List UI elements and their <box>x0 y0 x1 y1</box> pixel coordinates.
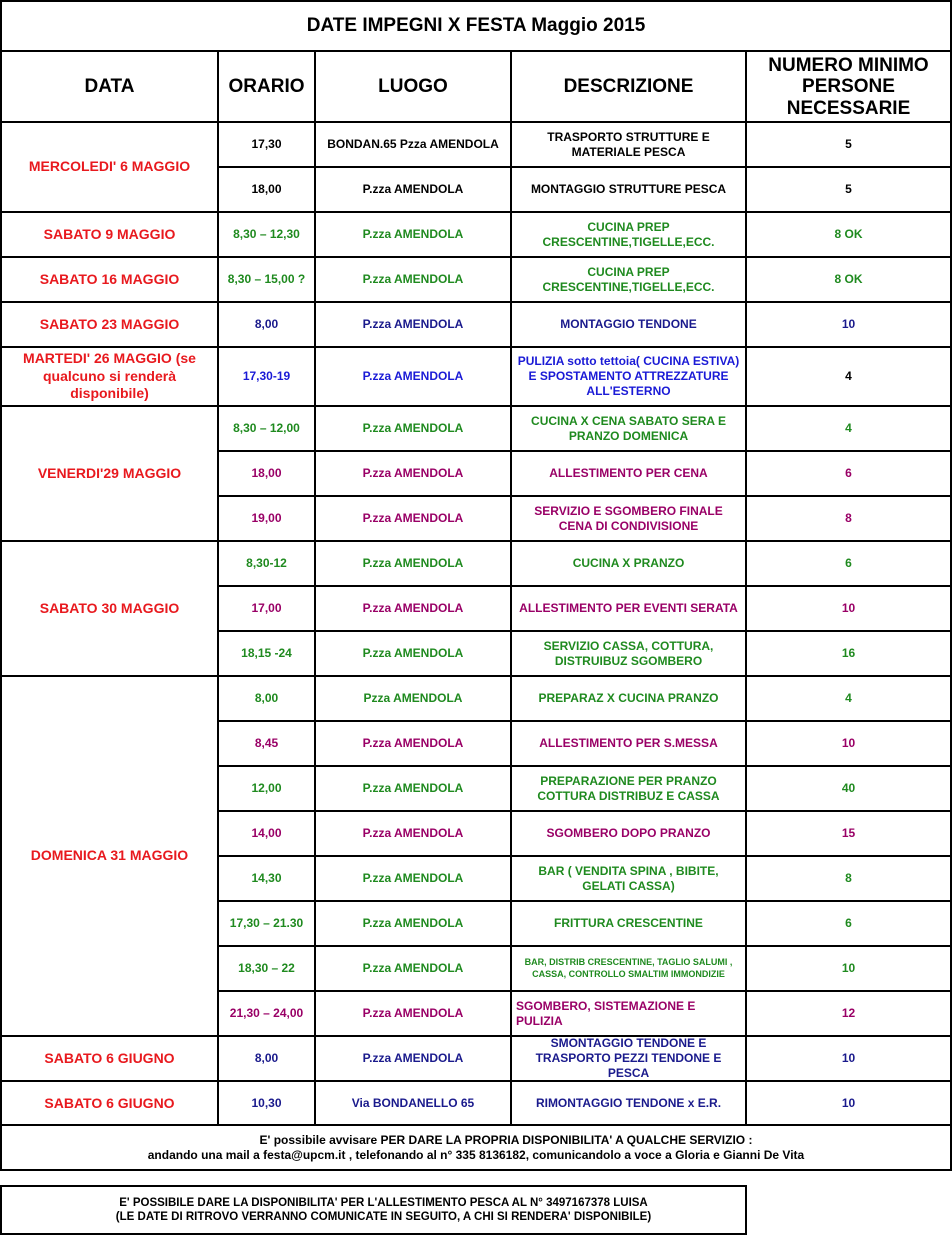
people-count-cell: 10 <box>745 1035 952 1082</box>
pesca-notice <box>0 1185 747 1235</box>
page-title: DATE IMPEGNI X FESTA Maggio 2015 <box>0 0 952 52</box>
description-cell: FRITTURA CRESCENTINE <box>510 900 747 947</box>
date-cell: SABATO 6 GIUGNO <box>0 1080 219 1127</box>
header-descrizione: DESCRIZIONE <box>510 50 747 123</box>
date-cell: MERCOLEDI' 6 MAGGIO <box>0 121 219 213</box>
date-cell: SABATO 30 MAGGIO <box>0 540 219 677</box>
time-cell: 8,30 – 15,00 ? <box>217 256 316 303</box>
description-cell: ALLESTIMENTO PER S.MESSA <box>510 720 747 767</box>
place-cell: P.zza AMENDOLA <box>314 900 512 947</box>
notice-line-1: E' possibile avvisare PER DARE LA PROPRIA DISPONIBILITA' A QUALCHE SERVIZIO : <box>259 1132 753 1147</box>
availability-notice <box>0 1124 952 1171</box>
pesca-notice-line-1: E' POSSIBILE DARE LA DISPONIBILITA' PER L'ALLESTIMENTO PESCA AL N° 3497167378 LUISA <box>119 1196 648 1209</box>
place-cell: P.zza AMENDOLA <box>314 765 512 812</box>
date-cell: SABATO 9 MAGGIO <box>0 211 219 258</box>
time-cell: 19,00 <box>217 495 316 542</box>
people-count-cell: 5 <box>745 121 952 168</box>
description-cell: SGOMBERO DOPO PRANZO <box>510 810 747 857</box>
time-cell: 18,00 <box>217 450 316 497</box>
time-cell: 8,45 <box>217 720 316 767</box>
time-cell: 17,30 – 21.30 <box>217 900 316 947</box>
time-cell: 8,00 <box>217 301 316 348</box>
people-count-cell: 10 <box>745 1080 952 1127</box>
description-cell: TRASPORTO STRUTTURE E MATERIALE PESCA <box>510 121 747 168</box>
date-cell: VENERDI'29 MAGGIO <box>0 405 219 542</box>
date-cell: SABATO 16 MAGGIO <box>0 256 219 303</box>
place-cell: Pzza AMENDOLA <box>314 675 512 722</box>
description-cell: BAR, DISTRIB CRESCENTINE, TAGLIO SALUMI , CASSA, CONTROLLO SMALTIM IMMONDIZIE <box>510 945 747 992</box>
time-cell: 18,30 – 22 <box>217 945 316 992</box>
date-cell: SABATO 23 MAGGIO <box>0 301 219 348</box>
description-cell: PULIZIA sotto tettoia( CUCINA ESTIVA) E SPOSTAMENTO ATTREZZATURE ALL'ESTERNO <box>510 346 747 407</box>
description-cell: BAR ( VENDITA SPINA , BIBITE, GELATI CASSA) <box>510 855 747 902</box>
time-cell: 17,30 <box>217 121 316 168</box>
date-cell: DOMENICA 31 MAGGIO <box>0 675 219 1037</box>
place-cell: P.zza AMENDOLA <box>314 450 512 497</box>
description-cell: PREPARAZIONE PER PRANZO COTTURA DISTRIBUZ E CASSA <box>510 765 747 812</box>
description-cell: SERVIZIO CASSA, COTTURA, DISTRUIBUZ SGOMBERO <box>510 630 747 677</box>
people-count-cell: 12 <box>745 990 952 1037</box>
description-cell: SMONTAGGIO TENDONE E TRASPORTO PEZZI TENDONE E PESCA <box>510 1035 747 1082</box>
place-cell: P.zza AMENDOLA <box>314 540 512 587</box>
people-count-cell: 10 <box>745 945 952 992</box>
place-cell: P.zza AMENDOLA <box>314 346 512 407</box>
time-cell: 18,00 <box>217 166 316 213</box>
description-cell: CUCINA PREP CRESCENTINE,TIGELLE,ECC. <box>510 256 747 303</box>
people-count-cell: 40 <box>745 765 952 812</box>
time-cell: 21,30 – 24,00 <box>217 990 316 1037</box>
description-cell: RIMONTAGGIO TENDONE x E.R. <box>510 1080 747 1127</box>
place-cell: P.zza AMENDOLA <box>314 211 512 258</box>
description-cell: MONTAGGIO TENDONE <box>510 301 747 348</box>
people-count-cell: 6 <box>745 540 952 587</box>
description-cell: MONTAGGIO STRUTTURE PESCA <box>510 166 747 213</box>
place-cell: P.zza AMENDOLA <box>314 405 512 452</box>
description-cell: CUCINA X CENA SABATO SERA E PRANZO DOMENICA <box>510 405 747 452</box>
description-cell: CUCINA X PRANZO <box>510 540 747 587</box>
time-cell: 12,00 <box>217 765 316 812</box>
header-orario: ORARIO <box>217 50 316 123</box>
people-count-cell: 10 <box>745 585 952 632</box>
description-cell: PREPARAZ X CUCINA PRANZO <box>510 675 747 722</box>
people-count-cell: 8 OK <box>745 211 952 258</box>
people-count-cell: 10 <box>745 720 952 767</box>
time-cell: 17,00 <box>217 585 316 632</box>
time-cell: 18,15 -24 <box>217 630 316 677</box>
time-cell: 14,00 <box>217 810 316 857</box>
people-count-cell: 6 <box>745 900 952 947</box>
place-cell: P.zza AMENDOLA <box>314 1035 512 1082</box>
place-cell: P.zza AMENDOLA <box>314 945 512 992</box>
people-count-cell: 8 <box>745 855 952 902</box>
time-cell: 8,30-12 <box>217 540 316 587</box>
date-cell: SABATO 6 GIUGNO <box>0 1035 219 1082</box>
place-cell: P.zza AMENDOLA <box>314 720 512 767</box>
people-count-cell: 4 <box>745 346 952 407</box>
people-count-cell: 4 <box>745 405 952 452</box>
description-cell: ALLESTIMENTO PER CENA <box>510 450 747 497</box>
place-cell: P.zza AMENDOLA <box>314 855 512 902</box>
people-count-cell: 8 <box>745 495 952 542</box>
description-cell: CUCINA PREP CRESCENTINE,TIGELLE,ECC. <box>510 211 747 258</box>
header-numero: NUMERO MINIMO PERSONE NECESSARIE <box>745 50 952 123</box>
notice-line-2: andando una mail a festa@upcm.it , telefonando al n° 335 8136182, comunicandolo a voce a Gloria e Gianni De Vita <box>147 1147 805 1162</box>
people-count-cell: 5 <box>745 166 952 213</box>
place-cell: P.zza AMENDOLA <box>314 495 512 542</box>
description-cell: ALLESTIMENTO PER EVENTI SERATA <box>510 585 747 632</box>
people-count-cell: 16 <box>745 630 952 677</box>
date-cell: MARTEDI' 26 MAGGIO (se qualcuno si renderà disponibile) <box>0 346 219 407</box>
time-cell: 8,30 – 12,30 <box>217 211 316 258</box>
pesca-notice-line-2: (LE DATE DI RITROVO VERRANNO COMUNICATE IN SEGUITO, A CHI SI RENDERA' DISPONIBILE) <box>115 1211 652 1223</box>
place-cell: P.zza AMENDOLA <box>314 301 512 348</box>
people-count-cell: 4 <box>745 675 952 722</box>
place-cell: P.zza AMENDOLA <box>314 990 512 1037</box>
time-cell: 8,00 <box>217 675 316 722</box>
header-luogo: LUOGO <box>314 50 512 123</box>
place-cell: P.zza AMENDOLA <box>314 810 512 857</box>
time-cell: 8,30 – 12,00 <box>217 405 316 452</box>
description-cell: SGOMBERO, SISTEMAZIONE E PULIZIA <box>510 990 747 1037</box>
people-count-cell: 10 <box>745 301 952 348</box>
time-cell: 8,00 <box>217 1035 316 1082</box>
place-cell: BONDAN.65 Pzza AMENDOLA <box>314 121 512 168</box>
time-cell: 17,30-19 <box>217 346 316 407</box>
place-cell: P.zza AMENDOLA <box>314 585 512 632</box>
people-count-cell: 15 <box>745 810 952 857</box>
header-data: DATA <box>0 50 219 123</box>
place-cell: P.zza AMENDOLA <box>314 166 512 213</box>
place-cell: P.zza AMENDOLA <box>314 256 512 303</box>
description-cell: SERVIZIO E SGOMBERO FINALE CENA DI CONDIVISIONE <box>510 495 747 542</box>
people-count-cell: 6 <box>745 450 952 497</box>
time-cell: 14,30 <box>217 855 316 902</box>
people-count-cell: 8 OK <box>745 256 952 303</box>
place-cell: P.zza AMENDOLA <box>314 630 512 677</box>
place-cell: Via BONDANELLO 65 <box>314 1080 512 1127</box>
time-cell: 10,30 <box>217 1080 316 1127</box>
